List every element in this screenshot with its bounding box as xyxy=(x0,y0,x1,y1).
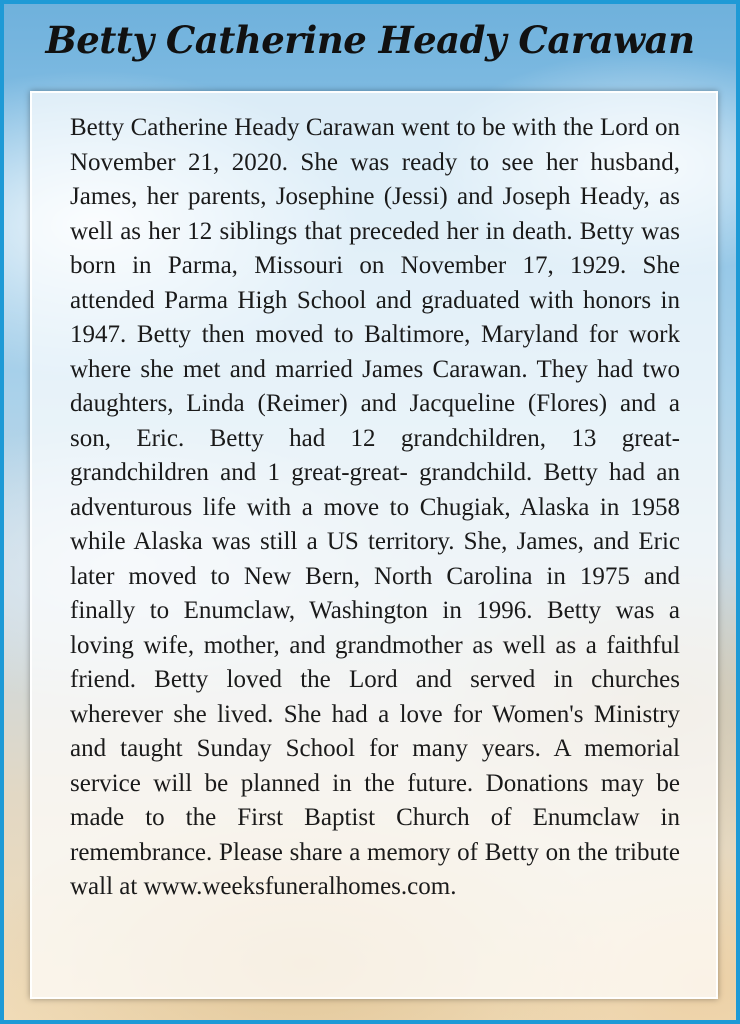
obituary-body-text: Betty Catherine Heady Carawan went to be with the Lord on November 21, 2020. She was ready to see her husband, James, her parents, Josephine (Jessi) and Joseph Heady, as well as her 12 siblings that preceded her in death. Betty was born in Parma, Missouri on November 17, 1929. She attended Parma High School and graduated with honors in 1947. Betty then moved to Baltimore, Maryland for work where she met and married James Carawan. They had two daughters, Linda (Reimer) and Jacqueline (Flores) and a son, Eric. Betty had 12 grandchildren, 13 great- grandchildren and 1 great-great- grandchild. Betty had an adventurous life with a move to Chugiak, Alaska in 1958 while Alaska was still a US territory. She, James, and Eric later moved to New Bern, North Carolina in 1975 and finally to Enumclaw, Washington in 1996. Betty was a loving wife, mother, and grandmother as well as a faithful friend. Betty loved the Lord and served in churches wherever she lived. She had a love for Women's Ministry and taught Sunday School for many years. A memorial service will be planned in the future. Donations may be made to the First Baptist Church of Enumclaw in remembrance. Please share a memory of Betty on the tribute wall at www.weeksfuneralhomes.com. xyxy=(70,114,680,900)
obituary-text-panel xyxy=(30,91,718,999)
obituary-title: Betty Catherine Heady Carawan xyxy=(45,18,695,62)
